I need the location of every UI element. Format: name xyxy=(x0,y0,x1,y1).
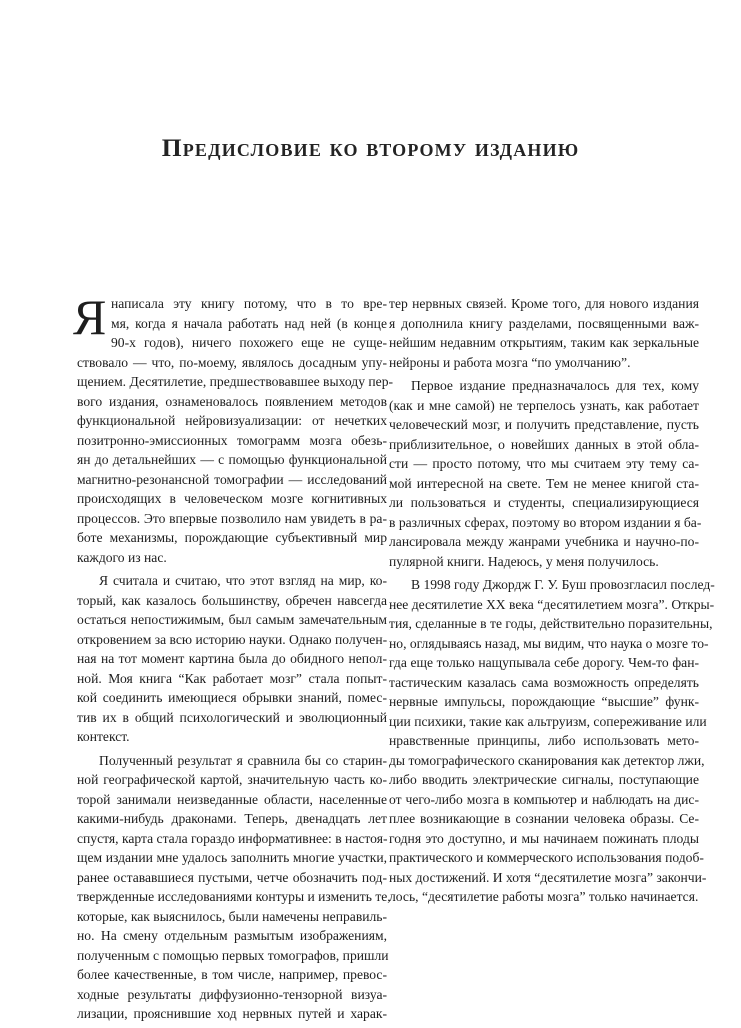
paragraph xyxy=(73,289,394,567)
text-line: в различных сферах, поэтому во втором издании я ба- xyxy=(389,514,702,530)
text-line: ранее остававшиеся пустыми, четче обозначить под- xyxy=(77,869,387,885)
text-line: контекст. xyxy=(77,729,130,744)
text-line: щем издании мне удалось заполнить многие участки, xyxy=(77,850,387,865)
text-line: торый, как казалось большинству, обречен навсегда xyxy=(77,592,387,608)
text-line: (как и мне самой) не терпелось узнать, как работает xyxy=(389,397,699,413)
text-line: пулярной книги. Надеюсь, у меня получилось. xyxy=(389,553,659,569)
text-line: годня это доступно, и мы начинаем пожинать плоды xyxy=(389,830,699,846)
text-line: каждого из нас. xyxy=(77,549,167,565)
text-line: Я считала и считаю, что этот взгляд на мир, ко- xyxy=(99,573,387,588)
text-line: полученным с помощью первых томографов, пришли xyxy=(77,947,389,963)
text-line: ной географической картой, значительную часть ко- xyxy=(77,772,387,787)
text-line: Полученный результат я сравнила бы со старин- xyxy=(99,752,387,768)
text-line: сти — просто потому, что мы считаем эту тему са- xyxy=(389,456,699,471)
text-line: от чего-либо мозга в компьютер и наблюдать на дис- xyxy=(389,791,699,807)
text-line: нервные импульсы, порождающие “высшие” функ- xyxy=(389,694,699,709)
text-line: ли пользоваться и студенты, специализирующиеся xyxy=(389,495,699,510)
text-line: либо вводить электрические сигналы, поступающие xyxy=(389,772,699,787)
text-line: боте механизмы, порождающие субъективный мир xyxy=(77,530,387,545)
text-line: спустя, карта стала гораздо информативнее: в настоя- xyxy=(77,830,388,846)
text-line: В 1998 году Джордж Г. У. Буш провозгласил послед- xyxy=(411,577,715,592)
text-line: щением. Десятилетие, предшествовавшее выходу пер- xyxy=(77,374,394,389)
text-line: нейшим недавним открытиям, таким как зеркальные xyxy=(389,335,699,350)
text-line: ная на тот момент картина была до обидного непол- xyxy=(77,651,387,666)
text-line: торой занимали неизведанные области, населенные xyxy=(77,791,387,807)
text-line: процессов. Это впервые позволило нам увидеть в ра- xyxy=(77,510,387,526)
paragraph xyxy=(389,294,699,372)
text-line: нее десятилетие XX века “десятилетием мозга”. Откры- xyxy=(389,596,715,612)
text-line: остаться непостижимым, был самым замечательным xyxy=(77,612,387,627)
text-line: позитронно-эмиссионных томограмм мозга обезь- xyxy=(77,432,387,448)
text-line: какими-нибудь драконами. Теперь, двенадцать лет xyxy=(77,811,387,826)
text-line: тив их в общий психологический и эволюционный xyxy=(77,709,387,725)
text-line: нравственные принципы, либо использовать мето- xyxy=(389,733,699,748)
text-line: практического и коммерческого использования подоб- xyxy=(389,850,704,865)
left-column xyxy=(73,289,394,1028)
text-line: твержденные исследованиями контуры и изменить те, xyxy=(77,889,391,904)
text-line: мя, когда я начала работать над ней (в конце xyxy=(111,315,387,331)
text-line: написала эту книгу потому, что в то вре- xyxy=(111,296,387,311)
text-line: мой интересной на свете. Тем не менее книгой ста- xyxy=(389,475,699,491)
text-line: магнитно-резонансной томографии — исследований xyxy=(77,471,387,487)
text-line: вого издания, ознаменовалось появлением методов xyxy=(77,393,387,409)
text-line: которые, как выяснилось, были намечены неправиль- xyxy=(77,908,388,924)
text-line: более качественные, в том числе, например, превос- xyxy=(77,967,387,982)
drop-cap: Я xyxy=(73,289,107,345)
text-line: ных достижений. И хотя “десятилетие мозга” закончи- xyxy=(389,869,707,885)
text-line: тастическим казалась сама возможность определять xyxy=(389,674,699,690)
paragraph xyxy=(389,376,702,571)
text-line: ствовало — что, по-моему, являлось досадным упу- xyxy=(77,354,387,370)
text-line: ходные результаты диффузионно-тензорной визуа- xyxy=(77,986,387,1002)
text-line: но. На смену отдельным размытым изображениям, xyxy=(77,928,387,943)
paragraph xyxy=(77,751,391,1024)
text-line: тер нервных связей. Кроме того, для нового издания xyxy=(389,296,699,311)
text-line: ции психики, такие как альтруизм, сопереживание или xyxy=(389,713,707,729)
text-line: ян до детальнейших — с помощью функциональной xyxy=(77,452,387,467)
right-column xyxy=(389,294,715,911)
text-line: лизации, прояснившие ход нервных путей и харак- xyxy=(77,1006,387,1021)
text-line: ной. Моя книга “Как работает мозг” стала попыт- xyxy=(77,670,387,686)
paragraph xyxy=(389,575,715,907)
text-line: кой соединить имеющиеся обрывки знаний, помес- xyxy=(77,690,387,705)
text-line: лансировала между жанрами учебника и научно-по- xyxy=(389,534,699,549)
text-line: я дополнила книгу разделами, посвященными важ- xyxy=(389,315,699,331)
text-line: человеческий мозг, и получить представление, пусть xyxy=(389,417,699,432)
page-title: Предисловие ко второму изданию xyxy=(161,133,580,163)
paragraph xyxy=(77,571,387,747)
text-line: нейроны и работа мозга “по умолчанию”. xyxy=(389,354,631,370)
text-line: приблизительное, о новейших данных в этой обла- xyxy=(389,436,699,452)
text-line: лось, “десятилетие работы мозга” только начинается. xyxy=(389,889,699,904)
text-line: Первое издание предназначалось для тех, кому xyxy=(411,378,699,393)
text-line: функциональной нейровизуализации: от нечетких xyxy=(77,413,387,428)
text-line: плее возникающие в сознании человека образы. Се- xyxy=(389,811,699,826)
text-line: ды томографического сканирования как детектор лжи, xyxy=(389,752,705,768)
text-line: происходящих в человеческом мозге когнитивных xyxy=(77,491,387,506)
text-line: гда еще только нащупывала себе дорогу. Чем-то фан- xyxy=(389,655,699,670)
text-line: откровением за всю историю науки. Однако получен- xyxy=(77,631,388,647)
text-line: 90-х годов), ничего похожего еще не суще- xyxy=(111,335,387,350)
text-line: тия, сделанные в те годы, действительно поразительны, xyxy=(389,616,713,631)
text-line: но, оглядываясь назад, мы видим, что наука о мозге то- xyxy=(389,635,709,651)
